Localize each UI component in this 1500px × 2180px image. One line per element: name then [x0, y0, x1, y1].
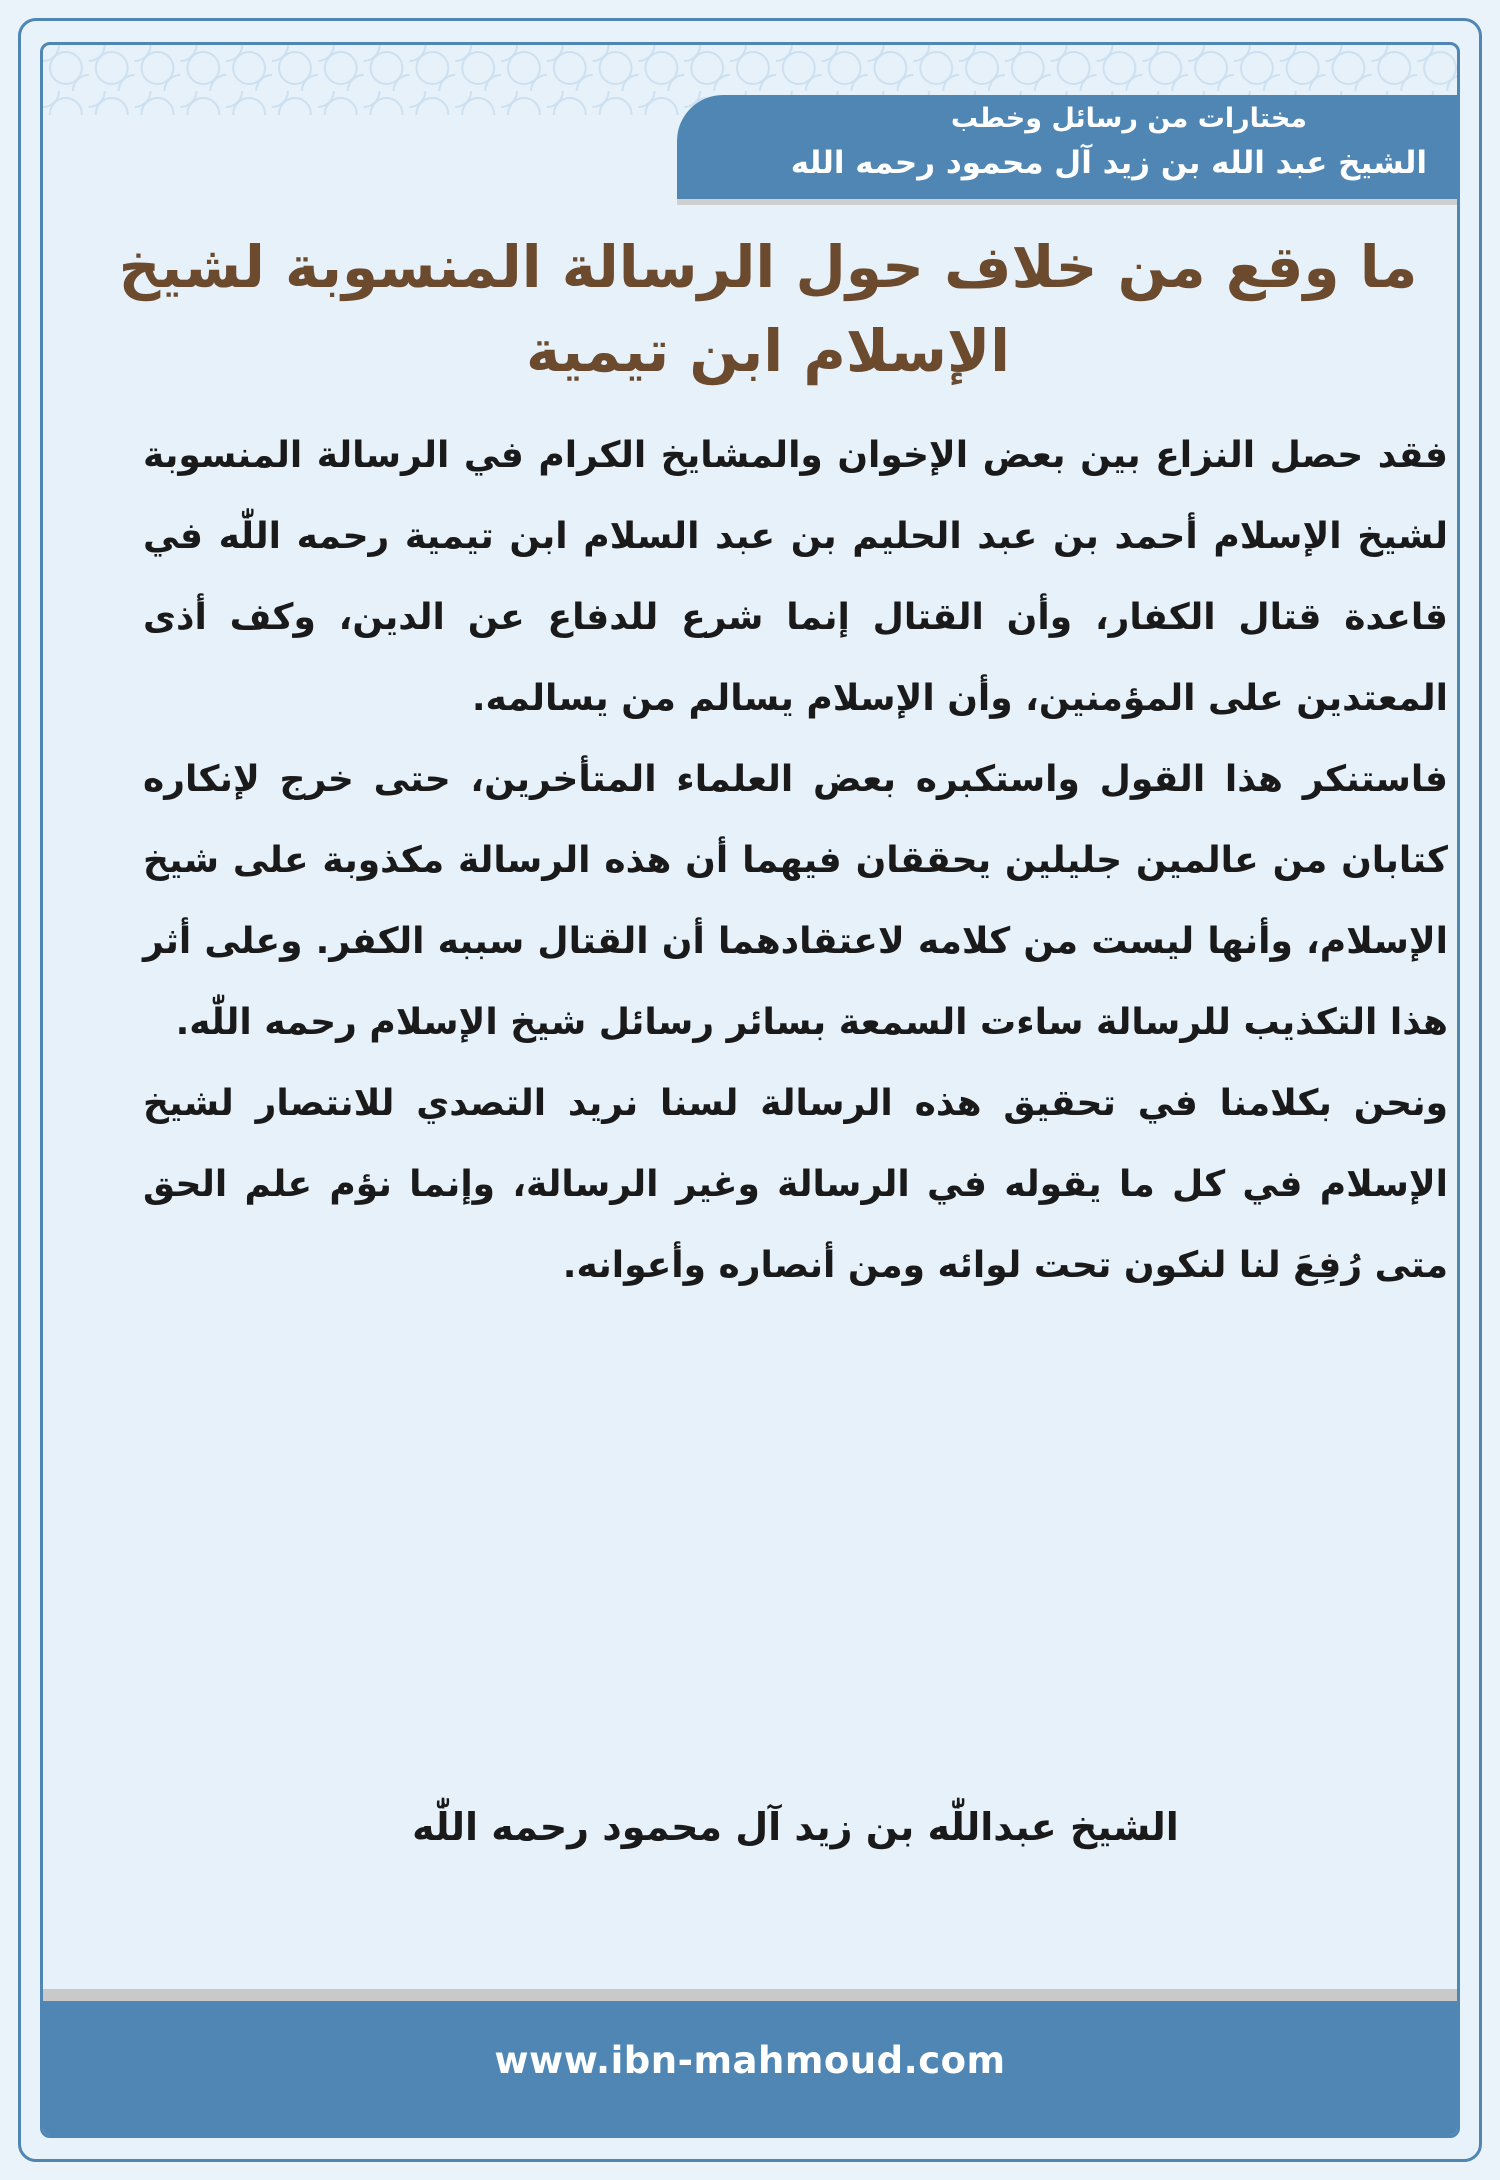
- paragraph-2: فاستنكر هذا القول واستكبره بعض العلماء المتأخرين، حتى خرج لإنكاره كتابان من عالمين جليلين يحققان فيهما أن هذه الرسالة مكذوبة على شيخ الإسلام، وأنها ليست من كلامه لاعتقادهما أن القتال سببه الكفر. وعلى أثر هذا التكذيب للرسالة ساءت السمعة بسائر رسائل شيخ الإسلام رحمه اللّٰه.: [143, 759, 1448, 1043]
- series-title: مختارات من رسائل وخطب: [950, 103, 1307, 134]
- footer-bar: [43, 2001, 1457, 2135]
- paragraph-3: ونحن بكلامنا في تحقيق هذه الرسالة لسنا نريد التصدي للانتصار لشيخ الإسلام في كل ما يقوله في الرسالة وغير الرسالة، وإنما نؤم علم الحق متى رُفِعَ لنا لنكون تحت لوائه ومن أنصاره وأعوانه.: [143, 1083, 1448, 1286]
- website-link[interactable]: www.ibn-mahmoud.com: [494, 2039, 1006, 2082]
- article-body: [143, 415, 1448, 1306]
- signature: الشيخ عبداللّٰه بن زيد آل محمود رحمه اللّٰه: [412, 1805, 1179, 1849]
- page-title: ما وقع من خلاف حول الرسالة المنسوبة لشيخ الإسلام ابن تيمية: [118, 233, 1418, 385]
- author-name: الشيخ عبد الله بن زيد آل محمود رحمه الله: [790, 145, 1427, 181]
- page-card: [40, 42, 1460, 2138]
- header-tab: [677, 95, 1457, 199]
- paragraph-1: فقد حصل النزاع بين بعض الإخوان والمشايخ الكرام في الرسالة المنسوبة لشيخ الإسلام أحمد بن عبد الحليم بن عبد السلام ابن تيمية رحمه اللّٰه في قاعدة قتال الكفار، وأن القتال إنما شرع للدفاع عن الدين، وكف أذى المعتدين على المؤمنين، وأن الإسلام يسالم من يسالمه.: [143, 435, 1448, 719]
